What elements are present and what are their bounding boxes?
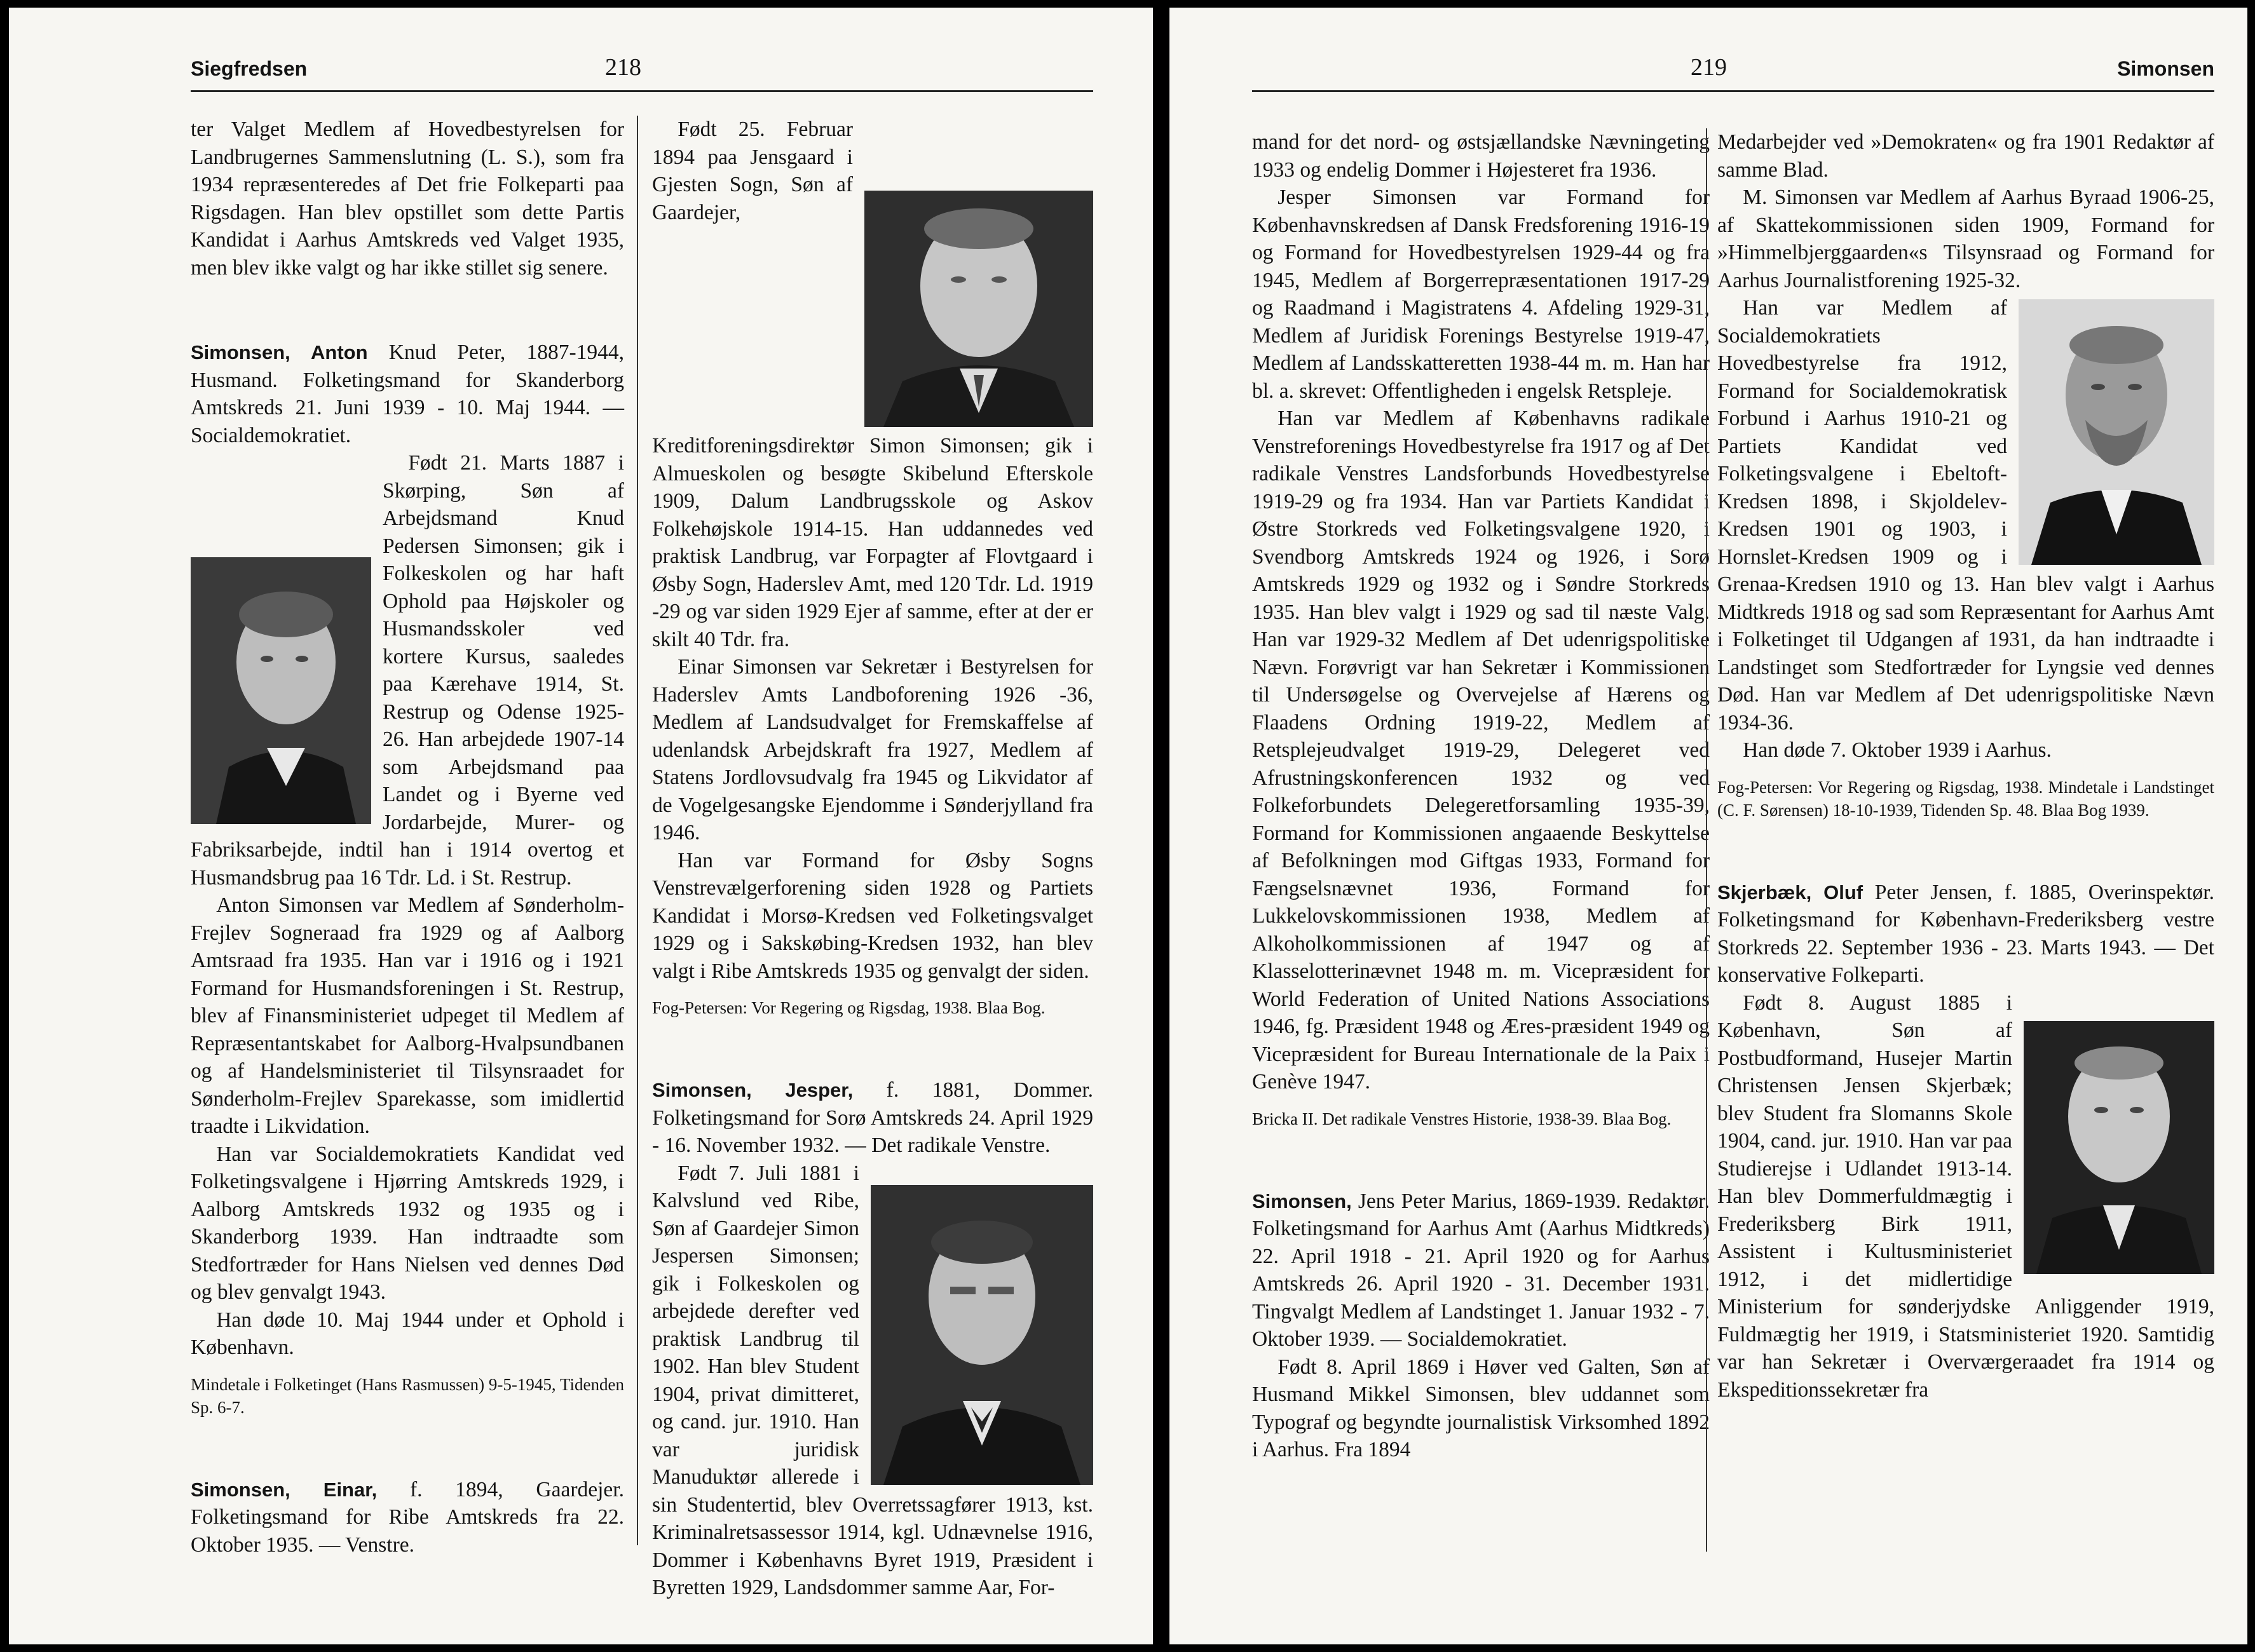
running-head-right: Simonsen (2117, 57, 2214, 80)
entry-anton-simonsen (191, 339, 624, 1419)
entry-jens-simonsen (1252, 1188, 1710, 1464)
entry-heading: Simonsen, Jesper, (652, 1079, 854, 1101)
entry-heading: Simonsen, Anton (191, 341, 368, 363)
left-page-column-1 (191, 116, 624, 1559)
left-page (9, 8, 1153, 1644)
entry-paragraph: Han var Formand for Øsby Sogns Venstrevælgerforening siden 1928 og Partiets Kandidat i Morsø-Kredsen ved Folketingsvalget 1929 og i Sakskøbing-Kredsen 1932, han blev valgt i Ribe Amtskreds 1935 og genvalgt der siden. (652, 848, 1093, 983)
portrait-einar-simonsen-icon (864, 191, 1093, 427)
right-page (1169, 8, 2247, 1644)
entry-heading: Simonsen, (1252, 1189, 1352, 1212)
entry-paragraph: Født 8. April 1869 i Høver ved Galten, Søn af Husmand Mikkel Simonsen, blev uddannet som Typograf og begyndte journalistisk Virksomhed 1892 i Aarhus. Fra 1894 (1252, 1355, 1710, 1461)
entry-paragraph: Født 21. Marts 1887 i Skørping, Søn af Arbejdsmand Knud Pedersen Simonsen; gik i Folkeskolen og har haft Ophold paa Højskoler og Husmandsskoler ved kortere Kursus, saaledes paa Kærehave 1914, St. Restrup og Odense 1925-26. Han arbejdede 1907-14 som Arbejdsmand paa Landet og i Byerne ved Jordarbejde, Murer- og Fabriksarbejde, indtil han i 1914 overtog et Husmandsbrug paa 16 Tdr. Ld. i St. Restrup. (191, 451, 624, 890)
entry-intro: Knud Peter, 1887-1944, Husmand. Folketingsmand for Skanderborg Amtskreds 21. Juni 1939 - 10. Maj 1944. — Socialdemokratiet. (191, 341, 624, 447)
portrait-jens-simonsen-icon (2019, 299, 2214, 565)
portrait-jesper-simonsen-icon (871, 1185, 1093, 1485)
entry-paragraph: Han døde 10. Maj 1944 under et Ophold i København. (191, 1308, 624, 1359)
entry-paragraph: Han døde 7. Oktober 1939 i Aarhus. (1743, 738, 2052, 762)
portrait-photo (191, 557, 371, 824)
entry-intro: f. 1894, Gaardejer. Folketingsmand for Ribe Amtskreds fra 22. Oktober 1935. — Venstre. (191, 1477, 624, 1557)
portrait-photo (864, 191, 1093, 427)
running-head-left: Siegfredsen (191, 57, 308, 80)
page-number-left: 218 (605, 54, 641, 81)
header-rule (1252, 90, 2214, 92)
entry-paragraph: Født 25. Februar 1894 paa Jensgaard i Gjesten Sogn, Søn af Gaardejer, Kreditforeningsdirektør Simon Simonsen; gik i Almueskolen og besøgte Skibelund Efterskole 1909, Dalum Landbrugsskole og Askov Folkehøjskole 1914-15. Han uddannedes ved praktisk Landbrug, var Forpagter af Flovtgaard i Øsby Sogn, Haderslev Amt, med 120 Tdr. Ld. 1919 -29 og var siden 1929 Ejer af samme, efter at der er skilt 40 Tdr. fra. (652, 118, 1093, 651)
entry-paragraph: Født 7. Juli 1881 i Kalvslund ved Ribe, Søn af Gaardejer Simon Jespersen Simonsen; gik i Folkeskolen og arbejdede derefter ved praktisk Landbrug til 1902. Han blev Student 1904, privat dimitteret, og cand. jur. 1910. Han var juridisk Manuduktør allerede i sin Studentertid, blev Overretssagfører 1913, kst. Kriminalretsassessor 1914, kgl. Udnævnelse 1916, Dommer i Københavns Byret 1919, Præsident i Byretten 1929, Landsdommer samme Aar, For- (652, 1161, 1093, 1599)
entry-paragraph: Einar Simonsen var Sekretær i Bestyrelsen for Haderslev Amts Landboforening 1926 -36, Medlem af Landsudvalget for Fremskaffelse af udenlandsk Arbejdskraft fra 1927, Medlem af Statens Jordlovsudvalg fra 1945 og Likvidator af de Vogelgesangske Ejendomme i Sønderjylland fra 1946. (652, 655, 1093, 844)
portrait-photo (2024, 1021, 2214, 1274)
portrait-photo (2019, 299, 2214, 565)
entry-continuation: mand for det nord- og østsjællandske Nævningeting 1933 og endelig Dommer i Højesteret fra 1936. (1252, 130, 1710, 182)
entry-paragraph: Han var Medlem af Københavns radikale Venstreforenings Hovedbestyrelse fra 1917 og af Det radikale Venstres Landsforbunds Hovedbestyrelse 1919-29 og fra 1934. Han var Partiets Kandidat i Østre Storkreds ved Folketingsvalgene 1920, i Svendborg Amtskreds 1924 og 1926, i Sorø Amtskreds 1929 og 1932 og i Søndre Storkreds 1935. Han blev valgt i 1929 og sad til næste Valg. Han var 1929-32 Medlem af Det udenrigspolitiske Nævn. Forøvrigt var han Sekretær i Kommissionen til Undersøgelse og Overvejelse af Hærens og Flaadens Ordning 1919-22, Medlem af Retsplejeudvalget 1919-29, Delegeret ved Afrustningskonferencen 1932 og ved Folkeforbundets Delegeretforsamling 1935-39, Formand for Kommissionen angaaende Beskyttelse af Befolkningen mod Giftgas 1933, Formand for Fængselsnævnet 1936, Formand for Lukkelovskommissionen 1938, Medlem af Alkoholkommissionen af 1947 og af Klasselotterinævnet 1948 m. m. Vicepræsident for World Federation of United Nations Associations 1946, fg. Præsident 1948 og Æres-præsident 1949 og Vicepræsident for Bureau Internationale de la Paix i Genève 1947. (1252, 407, 1710, 1093)
entry-intro: Peter Jensen, f. 1885, Overinspektør. Folketingsmand for København-Frederiksberg vestre Storkreds 22. September 1936 - 23. Marts 1943. — Det konservative Folkeparti. (1717, 880, 2214, 987)
header-rule (191, 90, 1093, 92)
portrait-photo (871, 1185, 1093, 1485)
entry-paragraph: M. Simonsen var Medlem af Aarhus Byraad 1906-25, af Skattekommissionen siden 1909, Formand for »Himmelbjerggaarden«s Tilsynsraad og Formand for Aarhus Journalistforening 1925-32. (1717, 186, 2214, 292)
entry-einar-simonsen (191, 1476, 624, 1559)
right-page-column-2 (1717, 128, 2214, 1404)
entry-continuation: ter Valget Medlem af Hovedbestyrelsen for Landbrugernes Sammenslutning (L. S.), som fra 1934 repræsenteredes af Det frie Folkeparti paa Rigsdagen. Han blev opstillet som dette Partis Kandidat i Aarhus Amtskreds ved Valget 1935, men blev ikke valgt og har ikke stillet sig senere. (191, 118, 624, 280)
column-divider (1706, 128, 1707, 1552)
entry-source: Fog-Petersen: Vor Regering og Rigsdag, 1938. Blaa Bog. (652, 998, 1046, 1017)
right-page-column-1 (1252, 128, 1710, 1464)
entry-source: Bricka II. Det radikale Venstres Historie, 1938-39. Blaa Bog. (1252, 1109, 1672, 1128)
entry-paragraph: Jesper Simonsen var Formand for Københavnskredsen af Dansk Fredsforening 1916-19 og Formand for Hovedbestyrelsen 1929-44 og fra 1945, Medlem af Borgerrepræsentationen 1917-29 og Raadmand i Magistratens 4. Afdeling 1929-31, Medlem af Juridisk Forenings Bestyrelse 1919-47, Medlem af Landsskatteretten 1938-44 m. m. Han har bl. a. skrevet: Offentligheden i engelsk Retspleje. (1252, 186, 1710, 403)
entry-continuation: Medarbejder ved »Demokraten« og fra 1901 Redaktør af samme Blad. (1717, 130, 2214, 182)
entry-source: Fog-Petersen: Vor Regering og Rigsdag, 1938. Mindetale i Landstinget (C. F. Sørensen) 18-10-1939, Tidenden Sp. 48. Blaa Bog 1939. (1717, 777, 2214, 820)
page-number-right: 219 (1691, 54, 1727, 81)
entry-heading: Simonsen, Einar, (191, 1478, 378, 1501)
entry-paragraph: Han var Socialdemokratiets Kandidat ved Folketingsvalgene i Hjørring Amtskreds 1929, i Aalborg Amtskreds 1932 og 1935 og i Skanderborg 1939. Han indtraadte som Stedfortræder for Hans Nielsen ved dennes Død og blev genvalgt 1943. (191, 1142, 624, 1304)
entry-intro: f. 1881, Dommer. Folketingsmand for Sorø Amtskreds 24. April 1929 - 16. November 1932. — Det radikale Venstre. (652, 1078, 1093, 1157)
entry-paragraph: Anton Simonsen var Medlem af Sønderholm-Frejlev Sogneraad fra 1929 og af Aalborg Amtsraad fra 1935. Han var i 1916 og i 1921 Formand for Husmandsforeningen i St. Restrup, blev af Finansministeriet udpeget til Medlem af Repræsentantskabet for Aalborg-Hvalpsundbanen og af Handelsministeriet til Tilsynsraadet for Sønderholm-Frejlev Sparekasse, som imidlertid traadte i Likvidation. (191, 893, 624, 1138)
entry-intro: Jens Peter Marius, 1869-1939. Redaktør. Folketingsmand for Aarhus Amt (Aarhus Midtkreds) 22. April 1918 - 21. April 1920 og for Aarhus Amtskreds 26. April 1920 - 31. December 1931. Tingvalgt Medlem af Landstinget 1. Januar 1932 - 7. Oktober 1939. — Socialdemokratiet. (1252, 1189, 1710, 1351)
entry-paragraph: Født 8. August 1885 i København, Søn af Postbudformand, Husejer Martin Christensen Jensen Skjerbæk; blev Student fra Slomanns Skole 1904, cand. jur. 1910. Han var paa Studierejse i Udlandet 1913-14. Han blev Dommerfuldmægtig i Frederiksberg Birk 1911, Assistent i Kultusministeriet 1912, i det midlertidige Ministerium for sønderjydske Anliggender 1919, Fuldmægtig her 1919, i Statsministeriet 1920. Samtidig var han Sekretær i Overværgeraadet fra 1914 og Ekspeditionssekretær fra (1717, 991, 2214, 1402)
entry-paragraph: Han var Medlem af Socialdemokratiets Hovedbestyrelse fra 1912, Formand for Socialdemokratisk Forbund i Aarhus 1910-21 og Partiets Kandidat ved Folketingsvalgene i Ebeltoft-Kredsen 1898, i Skjoldelev-Kredsen 1901 og 1903, i Hornslet-Kredsen 1909 og i Grenaa-Kredsen 1910 og 13. Han blev valgt i Aarhus Midtkreds 1918 og sad som Repræsentant for Aarhus Amt i Folketinget til Udgangen af 1931, da han indtraadte i Landstinget som Stedfortræder for Lyngsie ved dennes Død. Han var Medlem af Det udenrigspolitiske Nævn 1934-36. (1717, 296, 2214, 735)
column-divider (637, 116, 638, 1545)
entry-heading: Skjerbæk, Oluf (1717, 881, 1863, 904)
portrait-anton-simonsen-icon (191, 557, 371, 824)
entry-jesper-simonsen (652, 1076, 1093, 1602)
entry-oluf-skjerbaek (1717, 879, 2214, 1404)
left-page-column-2 (652, 116, 1093, 1602)
entry-source: Mindetale i Folketinget (Hans Rasmussen) 9-5-1945, Tidenden Sp. 6-7. (191, 1374, 624, 1417)
portrait-oluf-skjerbaek-icon (2024, 1021, 2214, 1274)
